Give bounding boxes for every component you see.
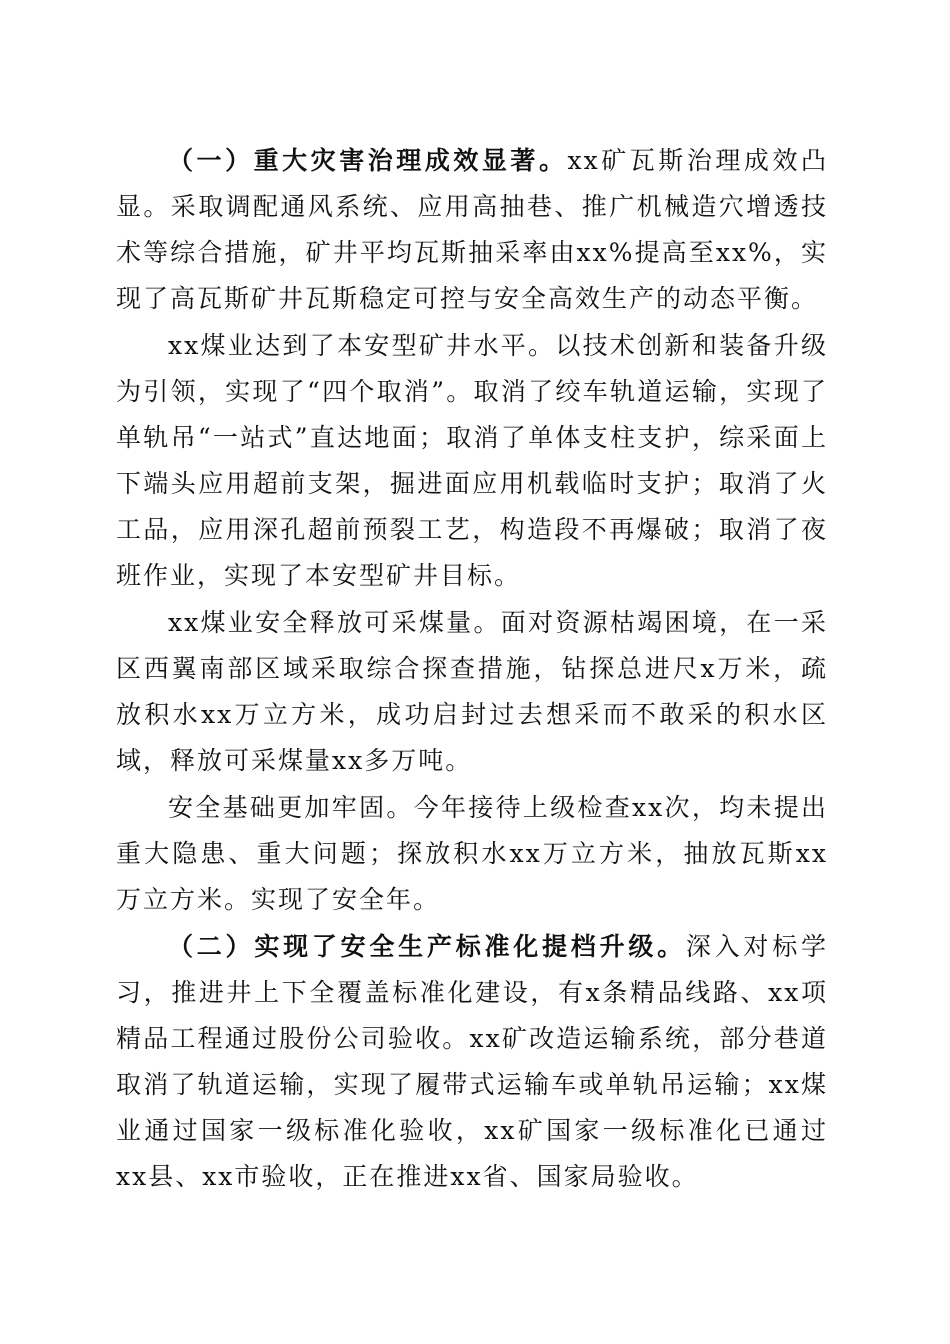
paragraph-text: xx煤业安全释放可采煤量。面对资源枯竭困境，在一采区西翼南部区域采取综合探查措施，钻探总进尺x万米，疏放积水xx万立方米，成功启封过去想采而不敢采的积水区域，释放可采煤量xx多万吨。 [116,608,828,775]
paragraph-release-coal-reserves [116,600,828,784]
paragraph-intrinsically-safe-mine [116,323,828,599]
paragraph-text: 安全基础更加牢固。今年接待上级检查xx次，均未提出重大隐患、重大问题；探放积水xx万立方米，抽放瓦斯xx万立方米。实现了安全年。 [116,793,828,914]
section-heading-2: （二）实现了安全生产标准化提档升级。 [168,932,686,961]
section-heading-1: （一）重大灾害治理成效显著。 [168,146,568,175]
paragraph-text: xx煤业达到了本安型矿井水平。以技术创新和装备升级为引领，实现了“四个取消”。取消了绞车轨道运输，实现了单轨吊“一站式”直达地面；取消了单体支柱支护，综采面上下端头应用超前支架，掘进面应用机载临时支护；取消了火工品，应用深孔超前预裂工艺，构造段不再爆破；取消了夜班作业，实现了本安型矿井目标。 [116,331,828,590]
paragraph-major-disaster-control [116,138,828,322]
paragraph-text: 深入对标学习，推进井上下全覆盖标准化建设，有x条精品线路、xx项精品工程通过股份公司验收。xx矿改造运输系统，部分巷道取消了轨道运输，实现了履带式运输车或单轨吊运输；xx煤业通过国家一级标准化验收，xx矿国家一级标准化已通过xx县、xx市验收，正在推进xx省、国家局验收。 [116,932,828,1191]
document-body [116,138,828,1201]
paragraph-safety-foundation [116,785,828,923]
paragraph-standardization-upgrade [116,924,828,1200]
paragraph-text: xx矿瓦斯治理成效凸显。采取调配通风系统、应用高抽巷、推广机械造穴增透技术等综合措施，矿井平均瓦斯抽采率由xx%提高至xx%，实现了高瓦斯矿井瓦斯稳定可控与安全高效生产的动态平衡。 [116,146,828,313]
